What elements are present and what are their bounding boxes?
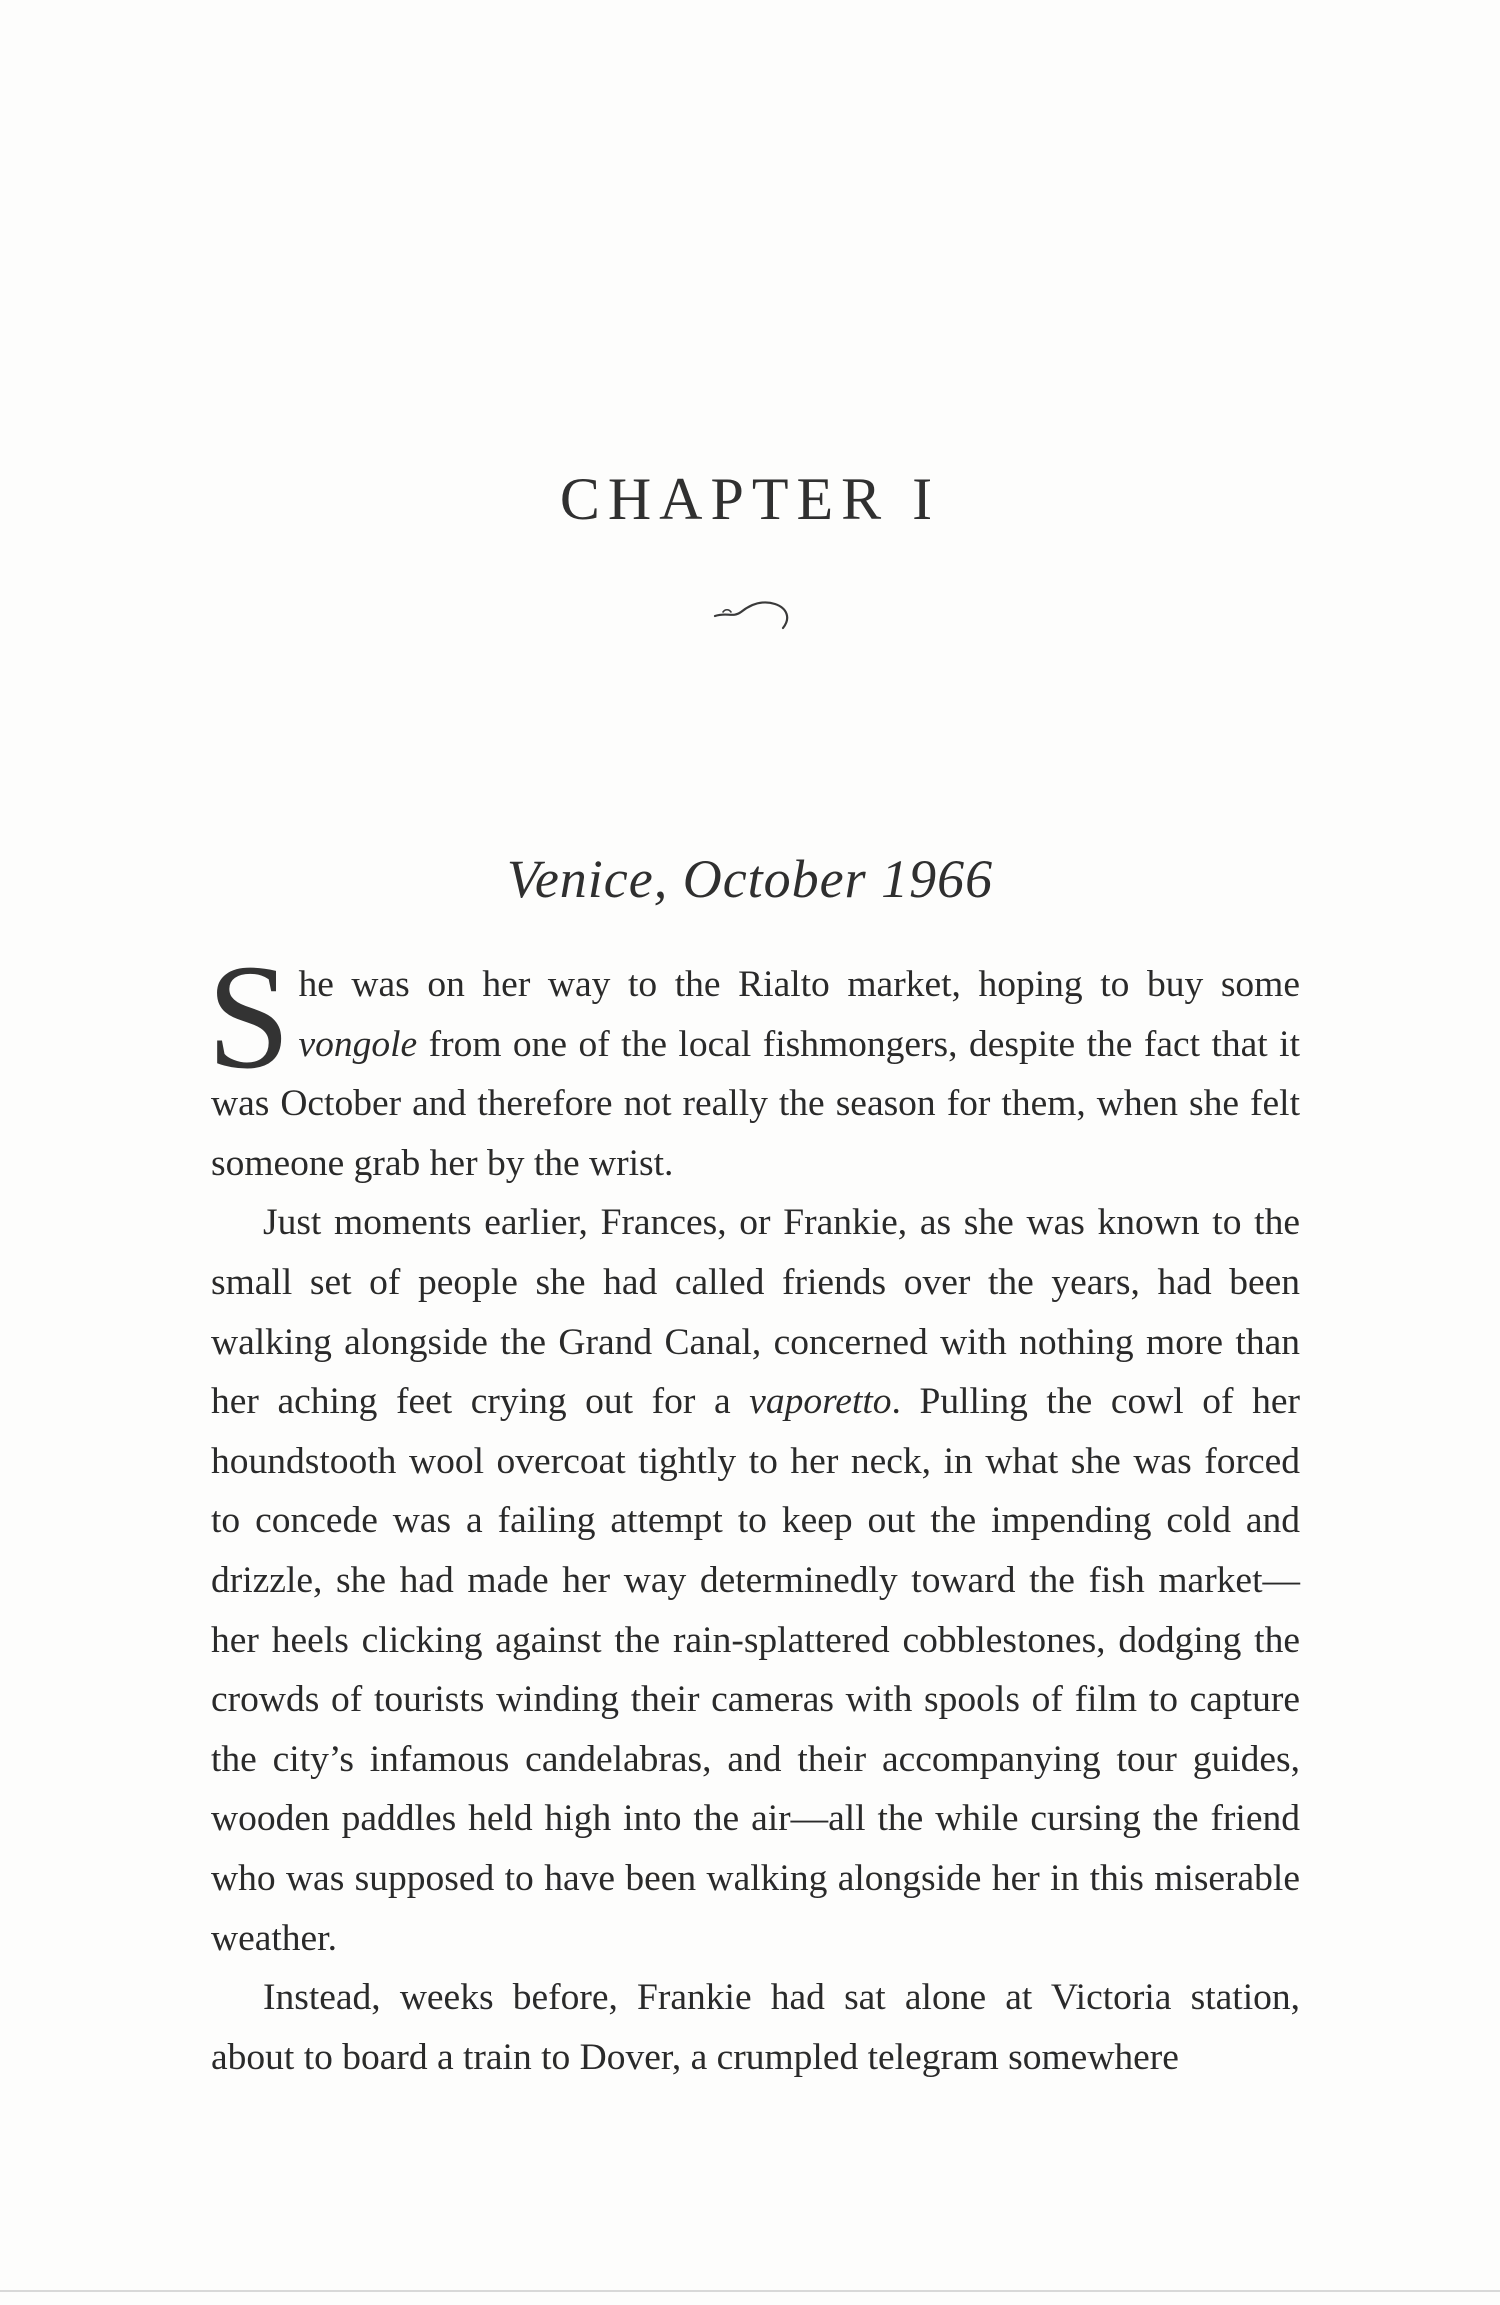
text-segment: . Pulling the cowl of her houndstooth wool overcoat tightly to her neck, in what she was forced to concede was a failing attempt to keep out the impending cold and drizzle, she had made her way determinedly toward the fish market—her heels clicking against the rain-splattered cobblestones, dodging the crowds of tourists winding their cameras with spools of film to capture the city’s infamous candelabras, and their accompanying tour guides, wooden paddles held high into the air—all the while cursing the friend who was supposed to have been walking alongside her in this miserable weather. bbox=[211, 1381, 1300, 1959]
text-segment: Just moments earlier, Frances, or Frankie, as she was known to the small set of people she had called friends over the years, had been walking alongside the Grand Canal, concerned with nothing more than her aching feet crying out for a bbox=[211, 1202, 1300, 1423]
drop-cap: S bbox=[207, 934, 291, 1100]
page-edge-divider bbox=[0, 2290, 1500, 2292]
text-segment: from one of the local fishmongers, despite the fact that it was October and therefore not really the season for them, when she felt someone grab her by the wrist. bbox=[211, 1023, 1300, 1184]
chapter-title: CHAPTER I bbox=[559, 466, 941, 532]
flourish-icon bbox=[705, 578, 805, 633]
paragraph-1 bbox=[207, 934, 1300, 1193]
body-text bbox=[207, 934, 1300, 2087]
text-segment: Instead, weeks before, Frankie had sat alone at Victoria station, about to board a train to Dover, a crumpled telegram somewhere bbox=[211, 1977, 1300, 2078]
paragraph-3 bbox=[211, 1968, 1300, 2087]
italic-term-vaporetto: vaporetto bbox=[749, 1381, 892, 1423]
text-segment: he was on her way to the Rialto market, hoping to buy some bbox=[298, 964, 1300, 1005]
dateline: Venice, October 1966 bbox=[506, 849, 994, 909]
paragraph-2 bbox=[211, 1193, 1300, 1968]
italic-term-vongole: vongole bbox=[298, 1023, 418, 1065]
